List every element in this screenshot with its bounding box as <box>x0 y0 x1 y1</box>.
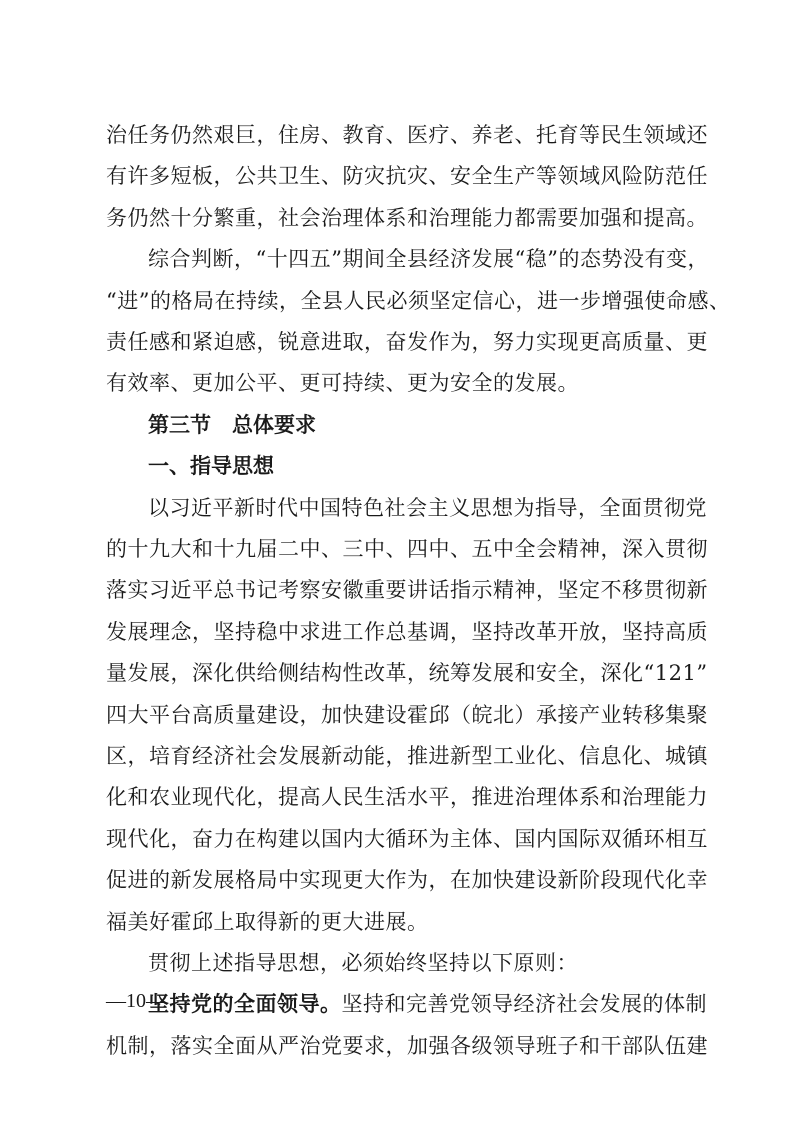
section-heading: 第三节 总体要求 <box>148 412 316 437</box>
paragraph-line: 发展理念，坚持稳中求进工作总基调，坚持改革开放，坚持高质 <box>106 619 708 644</box>
paragraph-line: 四大平台高质量建设，加快建设霍邱（皖北）承接产业转移集聚 <box>106 702 708 727</box>
paragraph-line: 机制，落实全面从严治党要求，加强各级领导班子和干部队伍建 <box>106 1033 708 1058</box>
sub-heading: 一、指导思想 <box>148 454 274 479</box>
paragraph-line <box>148 984 707 1024</box>
paragraph-line: 责任感和紧迫感，锐意进取，奋发作为，努力实现更高质量、更 <box>106 330 708 354</box>
paragraph-line: 促进的新发展格局中实现更大作为，在加快建设新阶段现代化幸 <box>106 868 708 893</box>
paragraph-line: 贯彻上述指导思想，必须始终坚持以下原则： <box>148 951 578 975</box>
paragraph-line: 的十九大和十九届二中、三中、四中、五中全会精神，深入贯彻 <box>106 537 708 561</box>
paragraph-line: 综合判断，“十四五”期间全县经济发展“稳”的态势没有变， <box>148 247 709 272</box>
paragraph-line: “进”的格局在持续，全县人民必须坚定信心，进一步增强使命感、 <box>106 288 731 313</box>
paragraph-line: 治任务仍然艰巨，住房、教育、医疗、养老、托育等民生领域还 <box>106 123 708 147</box>
paragraph-line: 有效率、更加公平、更可持续、更为安全的发展。 <box>106 371 579 396</box>
paragraph-line: 有许多短板，公共卫生、防灾抗灾、安全生产等领域风险防范任 <box>106 164 708 189</box>
paragraph-line: 福美好霍邱上取得新的更大进展。 <box>106 909 429 934</box>
paragraph-line: 落实习近平总书记考察安徽重要讲话指示精神，坚定不移贯彻新 <box>106 578 708 603</box>
paragraph-line: 量发展，深化供给侧结构性改革，统筹发展和安全，深化“121” <box>106 661 708 686</box>
paragraph-text: 坚持和完善党领导经济社会发展的体制 <box>341 992 707 1017</box>
page-number: —10— <box>106 990 166 1012</box>
paragraph-line: 现代化，奋力在构建以国内大循环为主体、国内国际双循环相互 <box>106 826 708 851</box>
paragraph-line: 化和农业现代化，提高人民生活水平，推进治理体系和治理能力 <box>106 785 708 810</box>
paragraph-line: 区，培育经济社会发展新动能，推进新型工业化、信息化、城镇 <box>106 744 708 768</box>
bold-lead-text: 坚持党的全面领导。 <box>148 992 342 1017</box>
paragraph-line: 以习近平新时代中国特色社会主义思想为指导，全面贯彻党 <box>148 495 707 520</box>
paragraph-line: 务仍然十分繁重，社会治理体系和治理能力都需要加强和提高。 <box>106 205 708 230</box>
